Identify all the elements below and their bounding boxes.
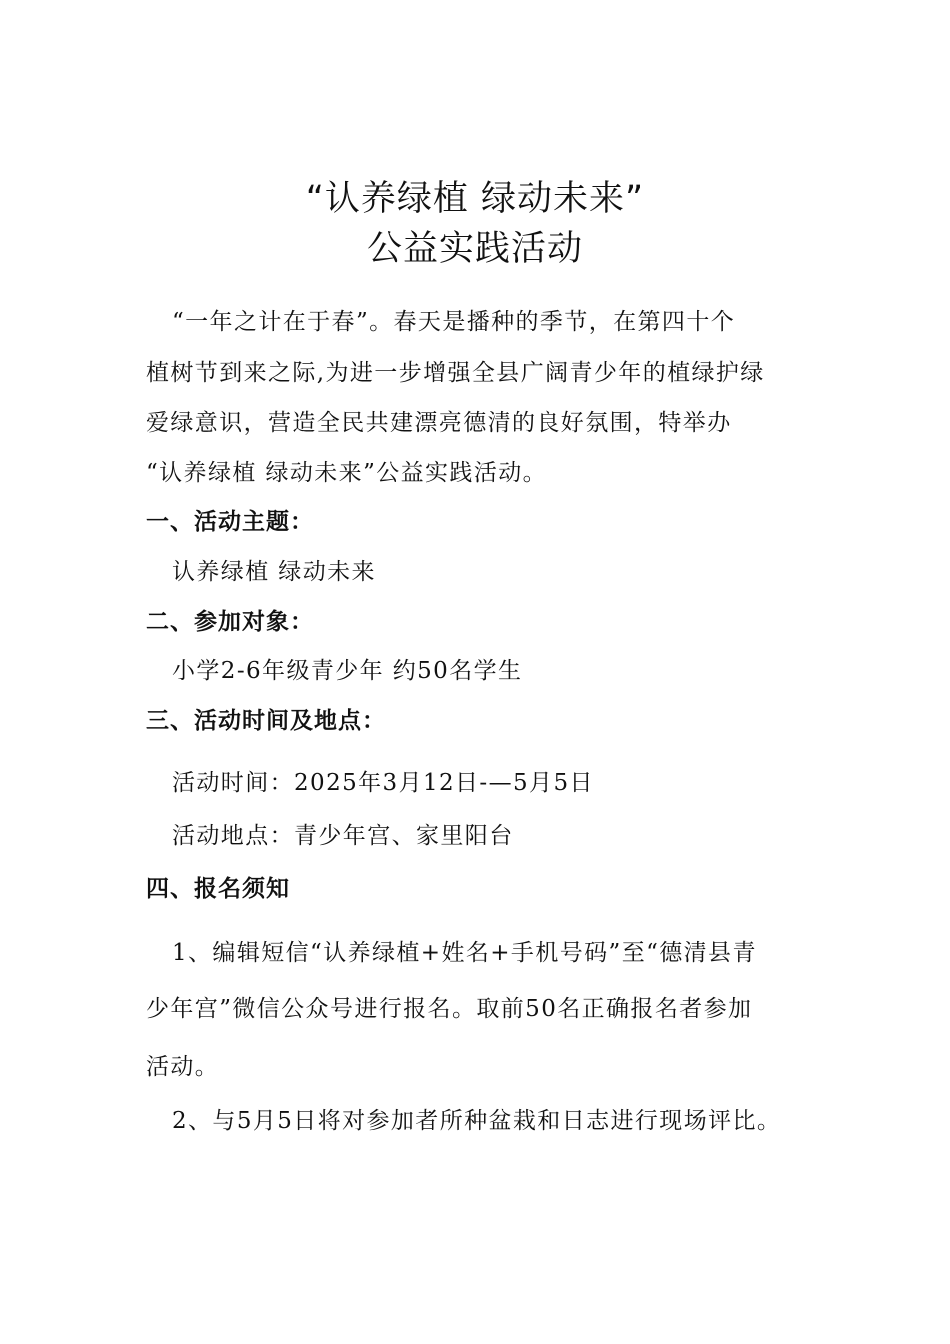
audience-content: 小学2-6年级青少年 约50名学生 [172, 658, 523, 684]
audience-heading: 二、参加对象： [146, 609, 314, 635]
theme-content: 认养绿植 绿动未来 [172, 559, 376, 585]
intro-paragraph-line-1: “一年之计在于春”。春天是播种的季节，在第四十个 [172, 309, 736, 335]
registration-item-1-line-3: 活动。 [146, 1054, 220, 1080]
intro-paragraph-line-3: 爱绿意识，营造全民共建漂亮德清的良好氛围，特举办 [146, 410, 732, 436]
activity-place: 活动地点：青少年宫、家里阳台 [172, 823, 514, 849]
registration-item-2: 2、与5月5日将对参加者所种盆栽和日志进行现场评比。 [172, 1108, 782, 1134]
document-title-line-1: “认养绿植 绿动未来” [305, 179, 645, 219]
theme-heading: 一、活动主题： [146, 509, 314, 535]
activity-time: 活动时间：2025年3月12日-—5月5日 [172, 770, 594, 796]
registration-item-1-line-1: 1、编辑短信“认养绿植+姓名+手机号码”至“德清县青 [172, 940, 757, 966]
time-place-heading: 三、活动时间及地点： [146, 708, 386, 734]
registration-item-1-line-2: 少年宫”微信公众号进行报名。取前50名正确报名者参加 [146, 996, 753, 1022]
intro-paragraph-line-2: 植树节到来之际,为进一步增强全县广阔青少年的植绿护绿 [146, 360, 765, 386]
registration-heading: 四、报名须知 [146, 876, 290, 902]
document-title-line-2: 公益实践活动 [366, 229, 583, 269]
intro-paragraph-line-4: “认养绿植 绿动未来”公益实践活动。 [146, 460, 548, 486]
